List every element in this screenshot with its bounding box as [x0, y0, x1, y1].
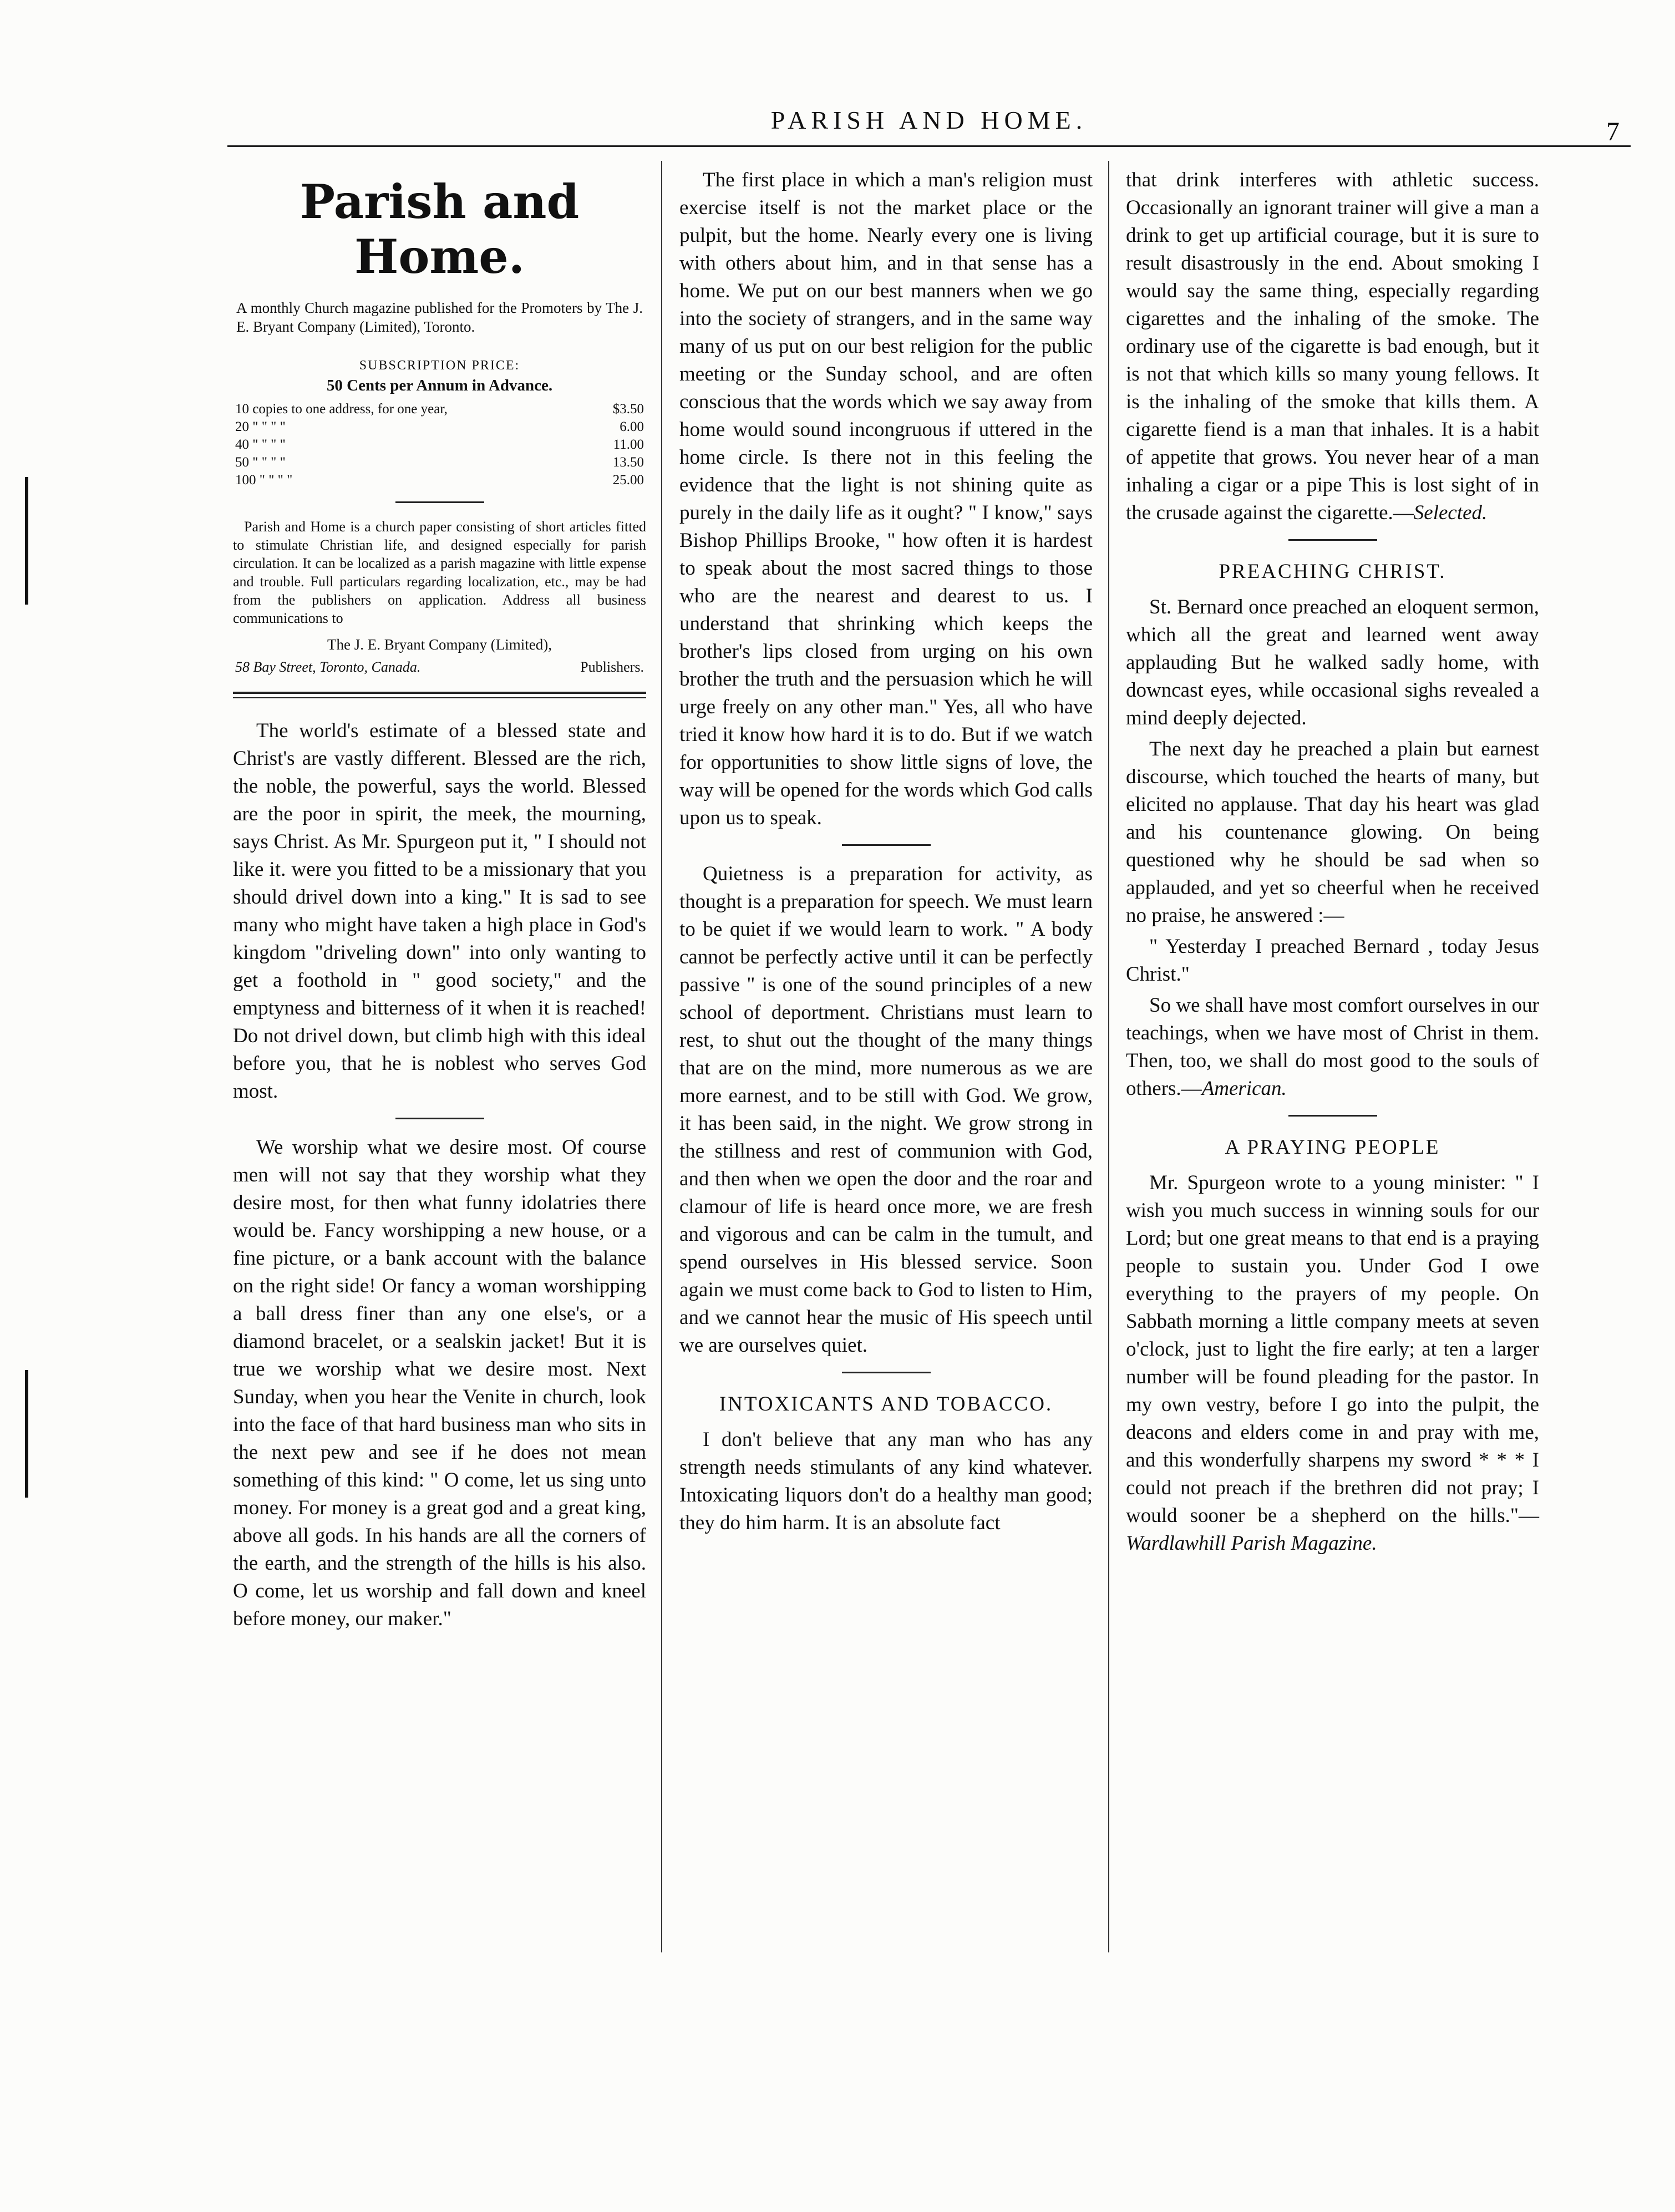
article-paragraph: Quietness is a preparation for activity, as thought is a preparation for speech. We must learn to be quiet if we would learn to work. " A body cannot be perfectly active until it can be perfectly passive " is one of the sound principles of a new school of deportment. Christians must learn to rest, to shut out the thought of the many things that are on the mind, more numerous as we are more earnest, and to be still with God. We grow, it has been said, in the night. We grow strong in the stillness and rest of communion with God, and then when we open the door and the roar and clamour of life is heard once more, we are fresh and vigorous and can be calm in the tumult, and spend ourselves in His blessed service. Soon again we must come back to God to listen to Him, and we cannot hear the music of His speech until we are ourselves quiet. [679, 863, 1093, 1357]
article-signature: American. [1201, 1077, 1287, 1100]
column-divider [1108, 161, 1109, 1952]
rates-table [233, 400, 646, 489]
rate-price: 11.00 [613, 437, 644, 452]
subscription-price: 50 Cents per Annum in Advance. [326, 377, 553, 394]
rate-copies: 50 " " " " [235, 455, 286, 470]
masthead-title: Parish and Home. [300, 174, 580, 284]
masthead-rule [233, 692, 646, 698]
column-1 [233, 166, 646, 1636]
article-text: Mr. Spurgeon wrote to a young minister: " I wish you much success in winning souls for our Lord; but one great means to that end is a praying people to sustain you. Under God I owe everything to the prayers of my people. On Sabbath morning a little company meets at seven o'clock, just to light the fire early; at ten a larger number will be found pleading for the pastor. In my own vestry, before I go into the pulpit, the deacons and elders come in and pray with me, and this wonderfully sharpens my sword * * * I could not preach if the brethren did not pray; I would sooner be a shepherd on the hills."— [1126, 1171, 1539, 1527]
binding-mark [25, 477, 28, 605]
column-divider [661, 161, 662, 1952]
section-divider [1288, 1115, 1377, 1117]
section-divider [1288, 539, 1377, 541]
article-signature: Selected. [1413, 501, 1488, 524]
article-paragraph [1126, 1169, 1539, 1557]
section-title: PREACHING CHRIST. [1219, 560, 1446, 583]
column-3 [1126, 166, 1539, 1561]
page-number: 7 [1606, 117, 1620, 146]
rate-price: $3.50 [612, 402, 644, 417]
article-paragraph: " Yesterday I preached Bernard , today Jesus Christ." [1126, 935, 1539, 986]
section-title: A PRAYING PEOPLE [1225, 1136, 1440, 1159]
article-text: that drink interferes with athletic success. Occasionally an ignorant trainer will give a man a drink to get up artificial courage, but it is sure to result disastrously in the end. About smoking I would say the same thing, especially regarding cigarettes and the inhaling of the smoke. The ordinary use of the cigarette is bad enough, but it is not that which kills so many young fellows. It is the inhaling of the smoke that kills them. A cigarette fiend is a man that inhales. It is a habit of appetite that grows. You never hear of a man inhaling a cigar or a pipe This is lost sight of in the crusade against the cigarette.— [1126, 169, 1539, 524]
article-paragraph: The world's estimate of a blessed state and Christ's are vastly different. Blessed are the rich, the noble, the powerful, says the world. Blessed are the poor in spirit, the meek, the mourning, says Christ. As Mr. Spurgeon put it, " I should not like it. were you fitted to be a missionary that you should drivel down into a king." It is sad to see many who might have taken a high place in God's kingdom "driveling down" into only wanting to get a foothold in " good society," and the emptyness and bitterness of it when it is reached! Do not drivel down, but climb high with this ideal before you, that he is noblest who serves God most. [233, 719, 646, 1103]
article-signature: Wardlawhill Parish Magazine. [1126, 1532, 1377, 1555]
rate-copies: 100 " " " " [235, 473, 293, 488]
publisher-label: Publishers. [580, 659, 644, 675]
section-divider [395, 1118, 484, 1119]
rate-price: 6.00 [620, 419, 644, 434]
article-paragraph [1126, 166, 1539, 527]
publisher-line [235, 658, 644, 676]
article-paragraph: The next day he preached a plain but earnest discourse, which touched the hearts of many, but elicited no applause. That day his heart was glad and his countenance glowing. On being questioned why he should be sad when so applauded, and yet so cheerful when he received no praise, he answered :— [1126, 738, 1539, 927]
rate-row [233, 400, 646, 418]
running-title: PARISH AND HOME. [770, 106, 1088, 134]
article-paragraph: St. Bernard once preached an eloquent sermon, which all the great and learned went away applauding But he walked sadly home, with downcast eyes, while occasional sighs revealed a mind deeply dejected. [1126, 596, 1539, 729]
section-divider [395, 501, 484, 503]
rate-row [233, 471, 646, 489]
rate-price: 25.00 [612, 473, 644, 488]
article-paragraph: The first place in which a man's religion must exercise itself is not the market place or the pulpit, but the home. Nearly every one is living with others about him, and in that sense has a home. We put on our best manners when we go into the society of strangers, and in the same way many of us put on our best religion for the public meeting or the Sunday school, and are often conscious that the words which we say away from home would sound incongruous if uttered in the home circle. Is there not in this feeling the evidence that the light is not shining quite as purely in the daily life as it ought? " I know," says Bishop Phillips Brooke, " how often it is hardest to speak about the most sacred things to those who are the nearest and dearest to us. I understand that shrinking which keeps the brother's lips closed from urging on his own brother the truth and the persuasion which he will urge freely on any other man." Yes, all who have tried it know how hard it is to do. But if we watch for opportunities to show little signs of love, the way will be opened for the words which God calls upon us to speak. [679, 169, 1093, 829]
publisher-address: 58 Bay Street, Toronto, Canada. [235, 659, 421, 675]
rate-copies: 40 " " " " [235, 437, 286, 452]
article-text: So we shall have most comfort ourselves in our teachings, when we have most of Christ in them. Then, too, we shall do most good to the souls of others.— [1126, 994, 1539, 1100]
page-header [227, 105, 1631, 150]
section-divider [842, 844, 931, 846]
publisher-name: The J. E. Bryant Company (Limited), [327, 636, 552, 653]
rate-row [233, 436, 646, 454]
rate-row [233, 454, 646, 471]
rate-row [233, 418, 646, 436]
rate-price: 13.50 [612, 455, 644, 470]
section-title: INTOXICANTS AND TOBACCO. [719, 1393, 1053, 1416]
binding-mark [25, 1370, 28, 1498]
masthead-description: A monthly Church magazine published for the Promoters by The J. E. Bryant Company (Limited), Toronto. [236, 300, 643, 335]
subscription-heading: SUBSCRIPTION PRICE: [359, 358, 520, 373]
rate-copies: 10 copies to one address, for one year, [235, 402, 448, 417]
section-divider [842, 1372, 931, 1373]
about-paragraph: Parish and Home is a church paper consisting of short articles fitted to stimulate Christian life, and designed especially for parish circulation. It can be localized as a parish magazine with little expense and trouble. Full particulars regarding localization, etc., may be had from the publishers on application. Address all business communications to [233, 519, 646, 626]
rate-copies: 20 " " " " [235, 419, 286, 434]
article-paragraph: I don't believe that any man who has any strength needs stimulants of any kind whatever. Intoxicating liquors don't do a healthy man good; they do him harm. It is an absolute fact [679, 1428, 1093, 1534]
article-paragraph: We worship what we desire most. Of course men will not say that they worship what they desire most, for then what funny idolatries there would be. Fancy worshipping a new house, or a fine picture, or a bank account with the balance on the right side! Or fancy a woman worshipping a ball dress finer than any one else's, or a diamond bracelet, or a sealskin jacket! But it is true we worship what we desire most. Next Sunday, when you hear the Venite in church, look into the face of that hard business man who sits in the next pew and see if he does not mean something of this kind: " O come, let us sing unto money. For money is a great god and a great king, above all gods. In his hands are all the corners of the earth, and the strength of the hills is his also. O come, let us worship and fall down and kneel before money, our maker." [233, 1136, 646, 1630]
header-rule [227, 145, 1631, 147]
article-paragraph [1126, 992, 1539, 1103]
column-2 [679, 166, 1093, 1540]
